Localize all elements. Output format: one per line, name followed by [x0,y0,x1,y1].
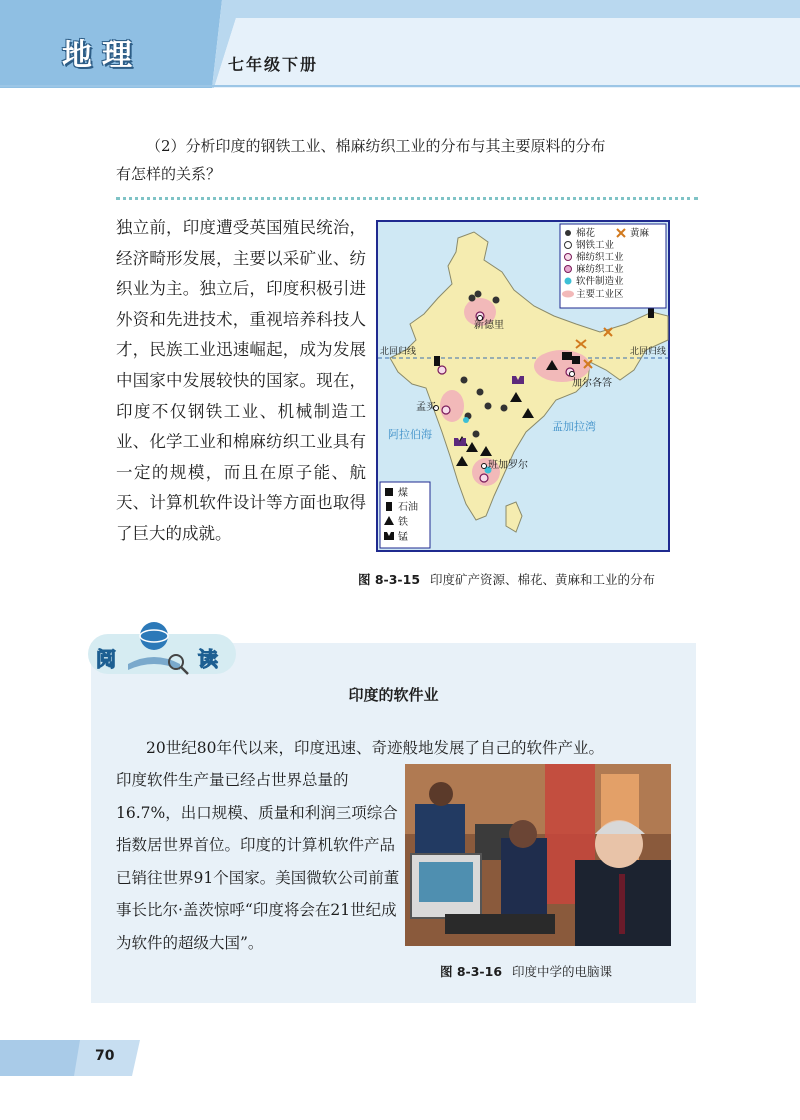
map-legend-top [560,224,666,308]
photo-caption-number: 图 8-3-16 [440,964,503,979]
legend-iron: 铁 [398,517,408,528]
legend-cotton: 棉花 [576,228,596,239]
dotted-divider [116,197,698,200]
question-line-1: （2）分析印度的钢铁工业、棉麻纺织工业的分布与其主要原料的分布 [146,137,606,155]
legend-jute-textile: 麻纺织工业 [576,264,624,275]
label-bangalore: 班加罗尔 [488,460,528,471]
legend-jute: 黄麻 [630,228,650,239]
legend-cotton-textile: 棉纺织工业 [576,252,624,263]
question-line-2: 有怎样的关系？ [116,165,222,183]
label-arabian-sea: 阿拉伯海 [388,428,432,441]
label-bay-of-bengal: 孟加拉湾 [552,420,596,433]
label-mumbai: 孟买 [416,402,436,413]
grade-subtitle: 七年级下册 [228,55,319,74]
map-legend-bottom [380,482,430,548]
city-bangalore-dot [482,464,487,469]
page-number: 70 [95,1048,115,1064]
reading-title: 印度的软件业 [348,686,439,704]
label-tropic-right: 北回归线 [630,347,667,357]
body-paragraph: 独立前，印度遭受英国殖民统治，经济畸形发展，主要以采矿业、纺织业为主。独立后，印度积极引进外资和先进技术，重视培养科技人才，民族工业迅速崛起，成为发展中国家中发展较快的国家。现在，印度不仅钢铁工业、机械制造工业、化学工业和棉麻纺织工业具有一定的规模，而且在原子能、航天、计算机软件设计等方面也取得了巨大的成就。 [116,218,366,543]
label-delhi: 新德里 [474,320,504,331]
map-caption-number: 图 8-3-15 [358,572,421,587]
svg-text:读: 读 [198,647,218,671]
city-kolkata-dot [570,372,575,377]
industry-zone-mumbai [440,390,464,422]
legend-oil: 石油 [398,502,418,513]
photo-caption [440,962,612,980]
legend-industry-zone: 主要工业区 [576,289,624,300]
map-caption [358,570,655,588]
legend-coal: 煤 [398,488,408,499]
india-resource-map [376,220,670,552]
subject-title: 地理 [62,38,142,73]
computer-class-photo [405,764,671,946]
reading-paragraph-1: 20世纪80年代以来，印度迅速、奇迹般地发展了自己的软件产业。 [146,739,604,757]
reading-label-badge [88,620,248,680]
legend-software: 软件制造业 [576,276,624,287]
label-tropic-left: 北回归线 [380,347,417,357]
label-kolkata: 加尔各答 [572,378,612,389]
legend-steel: 钢铁工业 [576,240,615,251]
photo-caption-text: 印度中学的电脑课 [512,964,613,979]
reading-paragraph-2: 印度软件生产量已经占世界总量的16.7%，出口规模、质量和利润三项综合指数居世界首位。印度的计算机软件产品已销往世界91个国家。美国微软公司前董事长比尔·盖茨惊呼“印度将会在21世纪成为软件的超级大国”。 [116,771,400,952]
map-caption-text: 印度矿产资源、棉花、黄麻和工业的分布 [430,572,656,587]
globe-icon [140,622,168,650]
page-number-tab [0,1032,150,1076]
legend-manganese: 锰 [398,532,408,543]
reading-label-text: 阅 [96,647,116,671]
